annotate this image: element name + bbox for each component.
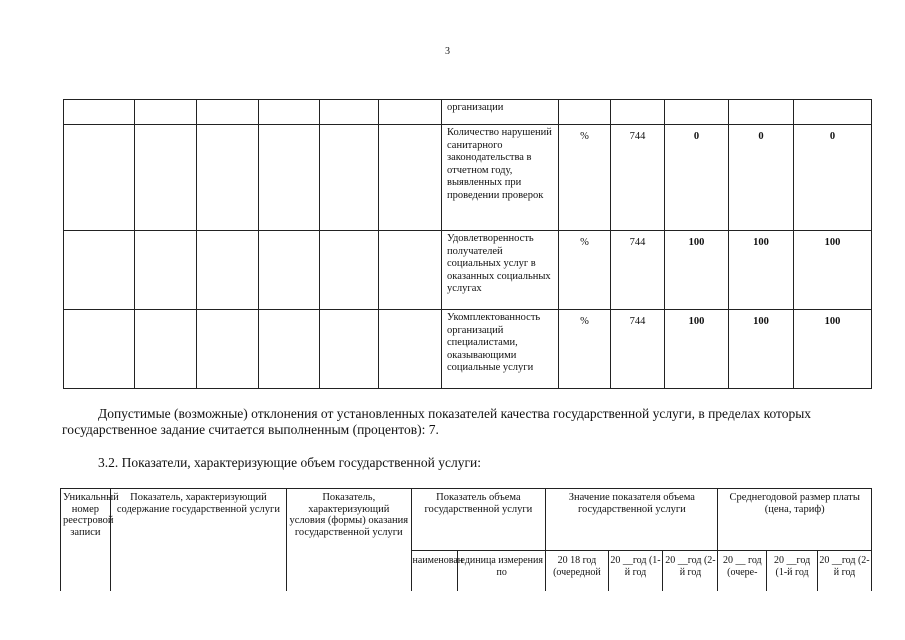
header-volume-indicator: Показатель объема государственной услуги [411,489,546,551]
okei-cell [611,100,665,125]
header-volume-value: Значение показателя объема государственной услуги [546,489,718,551]
header-conditions: Показатель, характеризующий условия (формы) оказания государственной услуги [287,489,411,591]
header-year-3: 20 __год (2-й год [663,551,718,591]
value-cell [665,100,729,125]
section-heading: 3.2. Показатели, характеризующие объем государственной услуги: [98,455,481,470]
okei-cell: 744 [611,231,665,310]
value-cell: 0 [729,125,794,231]
unit-cell: % [559,310,611,389]
header-content: Показатель, характеризующий содержание государственной услуги [110,489,286,591]
header-year-2: 20 __год (1-й год [608,551,663,591]
quality-indicators-table [63,99,872,389]
value-cell: 100 [665,310,729,389]
value-cell: 0 [794,125,872,231]
value-cell: 100 [794,310,872,389]
value-cell [729,100,794,125]
indicator-name: Укомплектованность организаций специалистами, оказывающими социальные услуги [442,310,559,389]
okei-cell: 744 [611,310,665,389]
value-cell: 100 [729,231,794,310]
indicator-name: Количество нарушений санитарного законодательства в отчетном году, выявленных при проведении проверок [442,125,559,231]
header-unit: единица измерения по [458,551,546,591]
header-fee-year-2: 20 __год (1-й год [767,551,818,591]
table-header-row [61,489,872,551]
indicator-name: Удовлетворенность получателей социальных услуг в оказанных социальных услугах [442,231,559,310]
table-row [64,100,872,125]
unit-cell [559,100,611,125]
header-registry: Уникальный номер реестровой записи [61,489,111,591]
okei-cell: 744 [611,125,665,231]
header-year-1: 20 18 год (очередной [546,551,608,591]
value-cell: 0 [665,125,729,231]
header-avg-fee: Среднегодовой размер платы (цена, тариф) [718,489,872,551]
tolerance-paragraph: Допустимые (возможные) отклонения от установленных показателей качества государственной услуги, в пределах которых государственное задание считается выполненным (процентов): 7. [62,406,812,437]
volume-indicators-table [60,488,872,591]
table-row [64,125,872,231]
table-row [64,231,872,310]
table-row [64,310,872,389]
indicator-name: организации [442,100,559,125]
page-number: 3 [445,46,450,57]
value-cell: 100 [794,231,872,310]
value-cell: 100 [665,231,729,310]
header-fee-year-1: 20 __ год (очере- [718,551,767,591]
value-cell: 100 [729,310,794,389]
unit-cell: % [559,231,611,310]
header-fee-year-3: 20 __год (2-й год [817,551,871,591]
value-cell [794,100,872,125]
unit-cell: % [559,125,611,231]
header-name: наименован [411,551,458,591]
